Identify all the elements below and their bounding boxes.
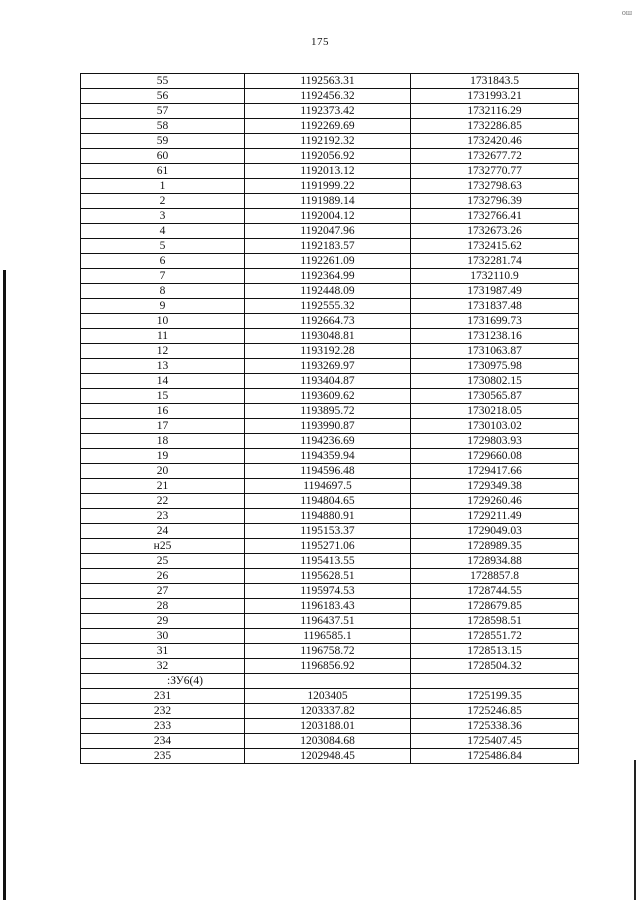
y-coordinate-cell: 1730218.05 (411, 404, 579, 419)
point-number-cell: 6 (81, 254, 245, 269)
y-coordinate-cell: 1725199.35 (411, 689, 579, 704)
coordinates-table (80, 73, 579, 764)
x-coordinate-cell: 1203405 (245, 689, 411, 704)
x-coordinate-cell: 1192448.09 (245, 284, 411, 299)
table-row (81, 554, 579, 569)
x-coordinate-cell: 1192664.73 (245, 314, 411, 329)
x-coordinate-cell: 1194596.48 (245, 464, 411, 479)
table-row (81, 404, 579, 419)
table-row (81, 254, 579, 269)
table-body-upper (81, 74, 579, 674)
table-row (81, 179, 579, 194)
y-coordinate-cell: 1732798.63 (411, 179, 579, 194)
point-number-cell: 27 (81, 584, 245, 599)
point-number-cell: 17 (81, 419, 245, 434)
point-number-cell: 28 (81, 599, 245, 614)
table-row (81, 689, 579, 704)
table-row (81, 509, 579, 524)
table-row (81, 434, 579, 449)
x-coordinate-cell: 1192047.96 (245, 224, 411, 239)
y-coordinate-cell: 1732116.29 (411, 104, 579, 119)
point-number-cell: 2 (81, 194, 245, 209)
y-coordinate-cell: 1729803.93 (411, 434, 579, 449)
table-row (81, 584, 579, 599)
table-row (81, 719, 579, 734)
y-coordinate-cell: 1731993.21 (411, 89, 579, 104)
y-coordinate-cell: 1725407.45 (411, 734, 579, 749)
x-coordinate-cell: 1193404.87 (245, 374, 411, 389)
x-coordinate-cell: 1193990.87 (245, 419, 411, 434)
y-coordinate-cell: 1729260.46 (411, 494, 579, 509)
x-coordinate-cell: 1196856.92 (245, 659, 411, 674)
table-row (81, 209, 579, 224)
point-number-cell: 29 (81, 614, 245, 629)
y-coordinate-cell: 1725338.36 (411, 719, 579, 734)
table-row (81, 479, 579, 494)
y-coordinate-cell: 1731063.87 (411, 344, 579, 359)
point-number-cell: 21 (81, 479, 245, 494)
point-number-cell: н25 (81, 539, 245, 554)
x-coordinate-cell: 1192364.99 (245, 269, 411, 284)
table-cell (245, 674, 411, 689)
point-number-cell: 234 (81, 734, 245, 749)
y-coordinate-cell: 1728551.72 (411, 629, 579, 644)
table-row (81, 89, 579, 104)
table-row (81, 464, 579, 479)
x-coordinate-cell: 1192192.32 (245, 134, 411, 149)
point-number-cell: 55 (81, 74, 245, 89)
y-coordinate-cell: 1729049.03 (411, 524, 579, 539)
table-row (81, 104, 579, 119)
x-coordinate-cell: 1192555.32 (245, 299, 411, 314)
point-number-cell: 7 (81, 269, 245, 284)
point-number-cell: 231 (81, 689, 245, 704)
x-coordinate-cell: 1192456.32 (245, 89, 411, 104)
x-coordinate-cell: 1196585.1 (245, 629, 411, 644)
y-coordinate-cell: 1729211.49 (411, 509, 579, 524)
y-coordinate-cell: 1732677.72 (411, 149, 579, 164)
point-number-cell: 32 (81, 659, 245, 674)
x-coordinate-cell: 1196758.72 (245, 644, 411, 659)
point-number-cell: 60 (81, 149, 245, 164)
point-number-cell: 233 (81, 719, 245, 734)
corner-mark: ош (621, 8, 632, 17)
y-coordinate-cell: 1732286.85 (411, 119, 579, 134)
point-number-cell: 61 (81, 164, 245, 179)
x-coordinate-cell: 1193609.62 (245, 389, 411, 404)
x-coordinate-cell: 1194236.69 (245, 434, 411, 449)
y-coordinate-cell: 1728504.32 (411, 659, 579, 674)
table-row (81, 494, 579, 509)
table-row (81, 749, 579, 764)
table-row (81, 194, 579, 209)
y-coordinate-cell: 1730975.98 (411, 359, 579, 374)
table-row (81, 659, 579, 674)
y-coordinate-cell: 1728989.35 (411, 539, 579, 554)
y-coordinate-cell: 1732110.9 (411, 269, 579, 284)
y-coordinate-cell: 1732766.41 (411, 209, 579, 224)
table-row (81, 224, 579, 239)
x-coordinate-cell: 1194697.5 (245, 479, 411, 494)
table-row (81, 629, 579, 644)
point-number-cell: 1 (81, 179, 245, 194)
point-number-cell: 16 (81, 404, 245, 419)
point-number-cell: 9 (81, 299, 245, 314)
point-number-cell: 31 (81, 644, 245, 659)
table-row (81, 344, 579, 359)
table-row (81, 74, 579, 89)
table-row (81, 644, 579, 659)
point-number-cell: 56 (81, 89, 245, 104)
table-row (81, 389, 579, 404)
table-cell (411, 674, 579, 689)
point-number-cell: 13 (81, 359, 245, 374)
x-coordinate-cell: 1196183.43 (245, 599, 411, 614)
point-number-cell: 59 (81, 134, 245, 149)
table-row (81, 599, 579, 614)
point-number-cell: 23 (81, 509, 245, 524)
x-coordinate-cell: 1192373.42 (245, 104, 411, 119)
y-coordinate-cell: 1732415.62 (411, 239, 579, 254)
x-coordinate-cell: 1194359.94 (245, 449, 411, 464)
y-coordinate-cell: 1725246.85 (411, 704, 579, 719)
y-coordinate-cell: 1731837.48 (411, 299, 579, 314)
x-coordinate-cell: 1192261.09 (245, 254, 411, 269)
point-number-cell: 57 (81, 104, 245, 119)
y-coordinate-cell: 1731238.16 (411, 329, 579, 344)
x-coordinate-cell: 1193895.72 (245, 404, 411, 419)
table-row (81, 119, 579, 134)
table-row (81, 539, 579, 554)
point-number-cell: 12 (81, 344, 245, 359)
y-coordinate-cell: 1732281.74 (411, 254, 579, 269)
x-coordinate-cell: 1194804.65 (245, 494, 411, 509)
x-coordinate-cell: 1194880.91 (245, 509, 411, 524)
table-row (81, 164, 579, 179)
table-row (81, 524, 579, 539)
table-row (81, 149, 579, 164)
y-coordinate-cell: 1728744.55 (411, 584, 579, 599)
table-row (81, 569, 579, 584)
x-coordinate-cell: 1193269.97 (245, 359, 411, 374)
x-coordinate-cell: 1203337.82 (245, 704, 411, 719)
section-row (81, 674, 579, 689)
x-coordinate-cell: 1191999.22 (245, 179, 411, 194)
page-number: 175 (311, 36, 329, 48)
x-coordinate-cell: 1195153.37 (245, 524, 411, 539)
point-number-cell: 232 (81, 704, 245, 719)
x-coordinate-cell: 1202948.45 (245, 749, 411, 764)
x-coordinate-cell: 1195413.55 (245, 554, 411, 569)
point-number-cell: 10 (81, 314, 245, 329)
table-row (81, 134, 579, 149)
point-number-cell: 14 (81, 374, 245, 389)
table-row (81, 614, 579, 629)
point-number-cell: 15 (81, 389, 245, 404)
y-coordinate-cell: 1731699.73 (411, 314, 579, 329)
x-coordinate-cell: 1195271.06 (245, 539, 411, 554)
x-coordinate-cell: 1192269.69 (245, 119, 411, 134)
y-coordinate-cell: 1731987.49 (411, 284, 579, 299)
y-coordinate-cell: 1730103.02 (411, 419, 579, 434)
x-coordinate-cell: 1193192.28 (245, 344, 411, 359)
point-number-cell: 26 (81, 569, 245, 584)
point-number-cell: 58 (81, 119, 245, 134)
y-coordinate-cell: 1728857.8 (411, 569, 579, 584)
y-coordinate-cell: 1729349.38 (411, 479, 579, 494)
x-coordinate-cell: 1195628.51 (245, 569, 411, 584)
scan-edge-left (3, 270, 6, 900)
point-number-cell: 18 (81, 434, 245, 449)
y-coordinate-cell: 1732770.77 (411, 164, 579, 179)
table-row (81, 374, 579, 389)
table-row (81, 704, 579, 719)
y-coordinate-cell: 1728934.88 (411, 554, 579, 569)
point-number-cell: 20 (81, 464, 245, 479)
table-row (81, 284, 579, 299)
x-coordinate-cell: 1203188.01 (245, 719, 411, 734)
y-coordinate-cell: 1728679.85 (411, 599, 579, 614)
x-coordinate-cell: 1193048.81 (245, 329, 411, 344)
table-row (81, 239, 579, 254)
x-coordinate-cell: 1203084.68 (245, 734, 411, 749)
y-coordinate-cell: 1732673.26 (411, 224, 579, 239)
table-section (81, 674, 579, 689)
y-coordinate-cell: 1732796.39 (411, 194, 579, 209)
point-number-cell: 25 (81, 554, 245, 569)
table-row (81, 314, 579, 329)
x-coordinate-cell: 1192004.12 (245, 209, 411, 224)
table-row (81, 269, 579, 284)
y-coordinate-cell: 1732420.46 (411, 134, 579, 149)
point-number-cell: 235 (81, 749, 245, 764)
table-row (81, 359, 579, 374)
point-number-cell: 8 (81, 284, 245, 299)
y-coordinate-cell: 1729417.66 (411, 464, 579, 479)
point-number-cell: 30 (81, 629, 245, 644)
table-row (81, 449, 579, 464)
y-coordinate-cell: 1725486.84 (411, 749, 579, 764)
x-coordinate-cell: 1192013.12 (245, 164, 411, 179)
point-number-cell: 11 (81, 329, 245, 344)
x-coordinate-cell: 1195974.53 (245, 584, 411, 599)
point-number-cell: 5 (81, 239, 245, 254)
table-row (81, 299, 579, 314)
point-number-cell: 24 (81, 524, 245, 539)
table-row (81, 734, 579, 749)
y-coordinate-cell: 1729660.08 (411, 449, 579, 464)
x-coordinate-cell: 1192056.92 (245, 149, 411, 164)
y-coordinate-cell: 1728598.51 (411, 614, 579, 629)
table-row (81, 329, 579, 344)
table-body-lower (81, 689, 579, 764)
point-number-cell: 22 (81, 494, 245, 509)
point-number-cell: 19 (81, 449, 245, 464)
x-coordinate-cell: 1196437.51 (245, 614, 411, 629)
y-coordinate-cell: 1730565.87 (411, 389, 579, 404)
x-coordinate-cell: 1191989.14 (245, 194, 411, 209)
table-row (81, 419, 579, 434)
point-number-cell: 4 (81, 224, 245, 239)
section-label: :ЗУ6(4) (81, 674, 245, 689)
point-number-cell: 3 (81, 209, 245, 224)
y-coordinate-cell: 1728513.15 (411, 644, 579, 659)
x-coordinate-cell: 1192563.31 (245, 74, 411, 89)
x-coordinate-cell: 1192183.57 (245, 239, 411, 254)
y-coordinate-cell: 1731843.5 (411, 74, 579, 89)
scan-edge-right (634, 760, 636, 900)
y-coordinate-cell: 1730802.15 (411, 374, 579, 389)
